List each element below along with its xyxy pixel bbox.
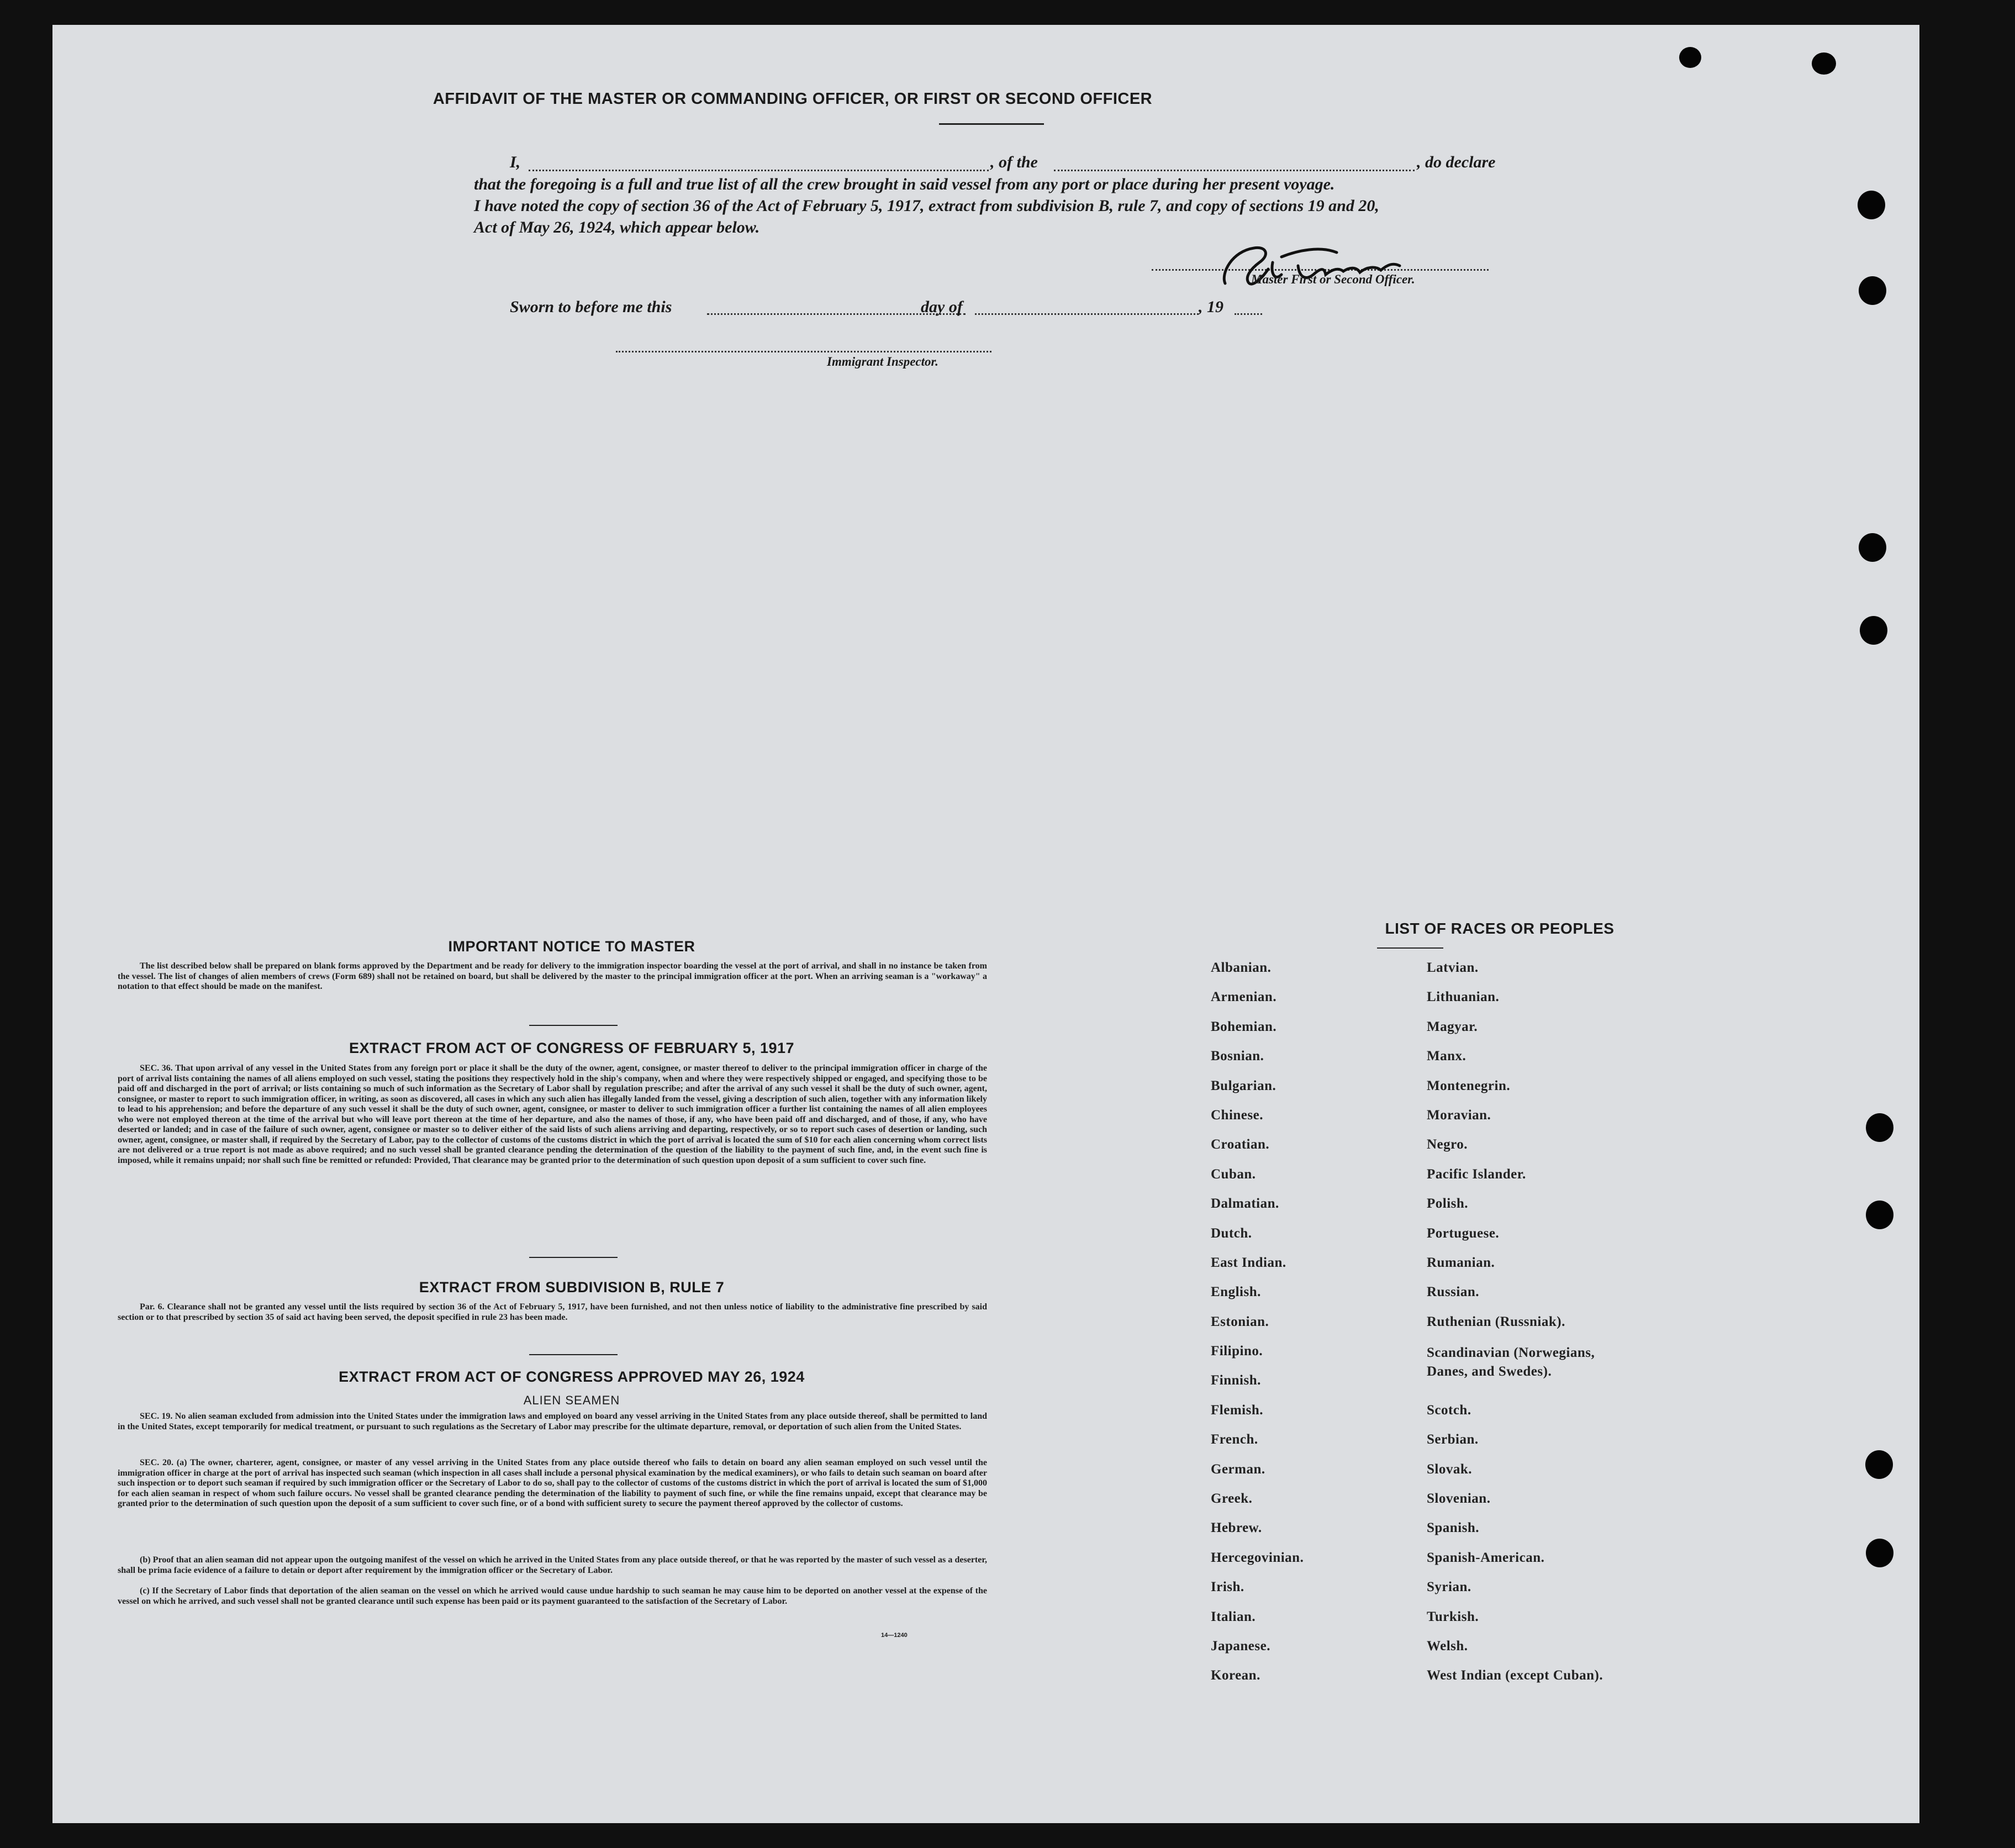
race-item: English. — [1211, 1284, 1261, 1300]
signature-caption: Master First or Second Officer. — [1251, 272, 1415, 286]
affidavit-line-1-mid: , of the — [990, 153, 1038, 171]
notice-title: IMPORTANT NOTICE TO MASTER — [448, 938, 695, 955]
race-item: Magyar. — [1427, 1019, 1478, 1034]
vessel-blank — [1054, 170, 1415, 171]
sworn-year-blank — [1235, 313, 1262, 315]
race-item: Syrian. — [1427, 1580, 1471, 1595]
extract-rule7-title: EXTRACT FROM SUBDIVISION B, RULE 7 — [419, 1279, 725, 1296]
affidavit-line-2: that the foregoing is a full and true list of all the crew brought in said vessel from any port or place during her present voyage. — [474, 175, 1335, 193]
races-divider — [1377, 947, 1443, 949]
race-item: Manx. — [1427, 1049, 1467, 1064]
races-title: LIST OF RACES OR PEOPLES — [1385, 920, 1615, 937]
race-item: Scotch. — [1427, 1402, 1471, 1418]
race-item: Armenian. — [1211, 989, 1277, 1005]
punch-hole — [1679, 47, 1701, 68]
race-item: Dalmatian. — [1211, 1196, 1279, 1212]
extract-1917-title: EXTRACT FROM ACT OF CONGRESS OF FEBRUARY 5, 1917 — [349, 1040, 795, 1056]
extract-rule7-divider — [529, 1354, 618, 1355]
race-item: Latvian. — [1427, 960, 1479, 975]
race-item: Portuguese. — [1427, 1225, 1500, 1241]
affidavit-line-1-start: I, — [510, 153, 521, 171]
punch-hole — [1812, 52, 1836, 75]
race-item: Turkish. — [1427, 1609, 1479, 1624]
race-item: West Indian (except Cuban). — [1427, 1668, 1603, 1683]
race-item: German. — [1211, 1461, 1265, 1477]
sec-20a-text: SEC. 20. (a) The owner, charterer, agent, consignee, or master of any vessel arriving in the United States from any place outside thereof who fails to detain on board any alien seaman employed on such vessel until the immigration officer in charge at the port of arrival has inspected such seaman (which inspection in all cases shall include a personal physical examination by the medical examiners), or who fails to detain such seaman on board after such inspection or to deport such seaman if required by such immigration officer or the Secretary of Labor to do so, shall pay to the collector of customs of the customs district in which the port of arrival is located the sum of $1,000 for each alien seaman in respect of whom such failure occurs. No vessel shall be granted clearance pending the determination of the liability to payment of such fine, or while the fine remains unpaid, except that clearance may be granted prior to the determination of such question upon the deposit of a sum sufficient to cover such fine, or of a bond with sufficient surety to secure the payment thereof approved by the collector of customs. — [118, 1458, 987, 1508]
race-item: Korean. — [1211, 1668, 1260, 1683]
punch-hole — [1866, 1539, 1893, 1567]
master-signature — [1215, 240, 1458, 296]
title-divider — [939, 123, 1044, 125]
race-item: Bohemian. — [1211, 1019, 1277, 1034]
race-item: Lithuanian. — [1427, 989, 1500, 1005]
inspector-caption: Immigrant Inspector. — [827, 355, 938, 368]
race-item: Spanish. — [1427, 1520, 1480, 1536]
race-item: Cuban. — [1211, 1166, 1256, 1182]
affidavit-line-3: I have noted the copy of section 36 of the Act of February 5, 1917, extract from subdivision B, rule 7, and copy of sections 19 and 20, — [474, 197, 1379, 215]
inspector-signature-line — [616, 351, 991, 352]
race-item: Scandinavian (Norwegians, Danes, and Swedes). — [1427, 1345, 1595, 1380]
race-item: Dutch. — [1211, 1225, 1252, 1241]
race-item: Irish. — [1211, 1580, 1244, 1595]
extract-1924-title: EXTRACT FROM ACT OF CONGRESS APPROVED MAY 26, 1924 — [339, 1368, 805, 1385]
race-item: East Indian. — [1211, 1255, 1286, 1270]
race-item: Chinese. — [1211, 1107, 1263, 1123]
alien-seamen-subtitle: ALIEN SEAMEN — [523, 1393, 620, 1407]
race-item: Moravian. — [1427, 1107, 1491, 1123]
races-right-column — [1427, 960, 1603, 1698]
race-item: Albanian. — [1211, 960, 1272, 975]
race-item: Greek. — [1211, 1491, 1253, 1507]
name-blank — [529, 170, 989, 171]
race-item: French. — [1211, 1432, 1258, 1447]
punch-hole — [1859, 276, 1886, 305]
race-item: Flemish. — [1211, 1402, 1263, 1418]
sec-20c-text: (c) If the Secretary of Labor finds that deportation of the alien seaman on the vessel on which he arrived would cause undue hardship to such seaman he may cause him to be deported on another vessel at the expense of the vessel on which he arrived, and such vessel shall not be granted clearance until such expense has been paid or its payment guaranteed to the satisfaction of the Secretary of Labor. — [118, 1586, 987, 1606]
extract-1917-text: SEC. 36. That upon arrival of any vessel in the United States from any foreign port or place it shall be the duty of the owner, agent, consignee, or master thereof to deliver to the principal immigration officer in charge of the port of arrival lists containing the names of all aliens employed on such vessel, stating the positions they respectively hold in the ship's company, when and where they were respectively shipped or engaged, and specifying those to be paid off and discharged in the port of arrival; or lists containing so much of such information as the Secretary of Labor shall by regulation prescribe; and after the arrival of any such vessel it shall be the duty of such owner, agent, consignee, or master to report to such immigration officer, in writing, as soon as discovered, all cases in which any such alien has illegally landed from the vessel, giving a description of such alien, together with any information likely to lead to his apprehension; and before the departure of any such vessel it shall be the duty of such owner, agent, consignee, or master to deliver to such immigration officer a further list containing the names of all alien employees who were not employed thereon at the time of the arrival but who will leave port thereon at the time of her departure, and also the names of those, if any, who have been paid off and discharged, and of those, if any, who have deserted or landed; and in case of the failure of such owner, agent, consignee or master so to deliver either of the said lists of such aliens arriving and departing, respectively, or so to report such cases of desertion or landing, such owner, agent, consignee, or master shall, if required by the Secretary of Labor, pay to the collector of customs of the customs district in which the port of arrival is located the sum of $10 for each alien concerning whom correct lists are not delivered or a true report is not made as above required; and no such vessel shall be granted clearance pending the determination of the question of the liability to the payment of such fine, and, in the event such fine is imposed, while it remains unpaid; nor shall such fine be remitted or refunded: Provided, That clearance may be granted prior to the determination of such question upon deposit of a sum sufficient to cover such fine. — [118, 1063, 987, 1165]
extract-1917-divider — [529, 1257, 618, 1258]
notice-text: The list described below shall be prepared on blank forms approved by the Department and be ready for delivery to the immigration inspector boarding the vessel at the port of arrival, and shall in no instance be taken from the vessel. The list of changes of alien members of crews (Form 689) shall not be retained on board, but shall be delivered by the master to the principal immigration officer at the port. When an arriving seaman is a "workaway" a notation to that effect should be made on the manifest. — [118, 961, 987, 991]
race-item: Japanese. — [1211, 1638, 1270, 1654]
races-left-column — [1211, 960, 1304, 1698]
race-item: Hebrew. — [1211, 1520, 1262, 1536]
form-page — [52, 25, 1919, 1823]
race-item: Slovenian. — [1427, 1491, 1491, 1507]
sworn-day-label: day of — [921, 298, 963, 316]
race-item: Slovak. — [1427, 1461, 1473, 1477]
punch-hole — [1866, 1201, 1893, 1229]
race-item: Finnish. — [1211, 1373, 1261, 1388]
race-item: Welsh. — [1427, 1639, 1468, 1654]
race-item: Polish. — [1427, 1196, 1469, 1212]
race-item: Pacific Islander. — [1427, 1166, 1526, 1182]
affidavit-title: AFFIDAVIT OF THE MASTER OR COMMANDING OFFICER, OR FIRST OR SECOND OFFICER — [432, 90, 1153, 108]
affidavit-line-4: Act of May 26, 1924, which appear below. — [474, 218, 760, 236]
race-item: Croatian. — [1211, 1137, 1270, 1152]
race-item: Russian. — [1427, 1284, 1480, 1300]
race-item: Estonian. — [1211, 1314, 1269, 1329]
sworn-text: Sworn to before me this — [510, 298, 672, 316]
race-item: Ruthenian (Russniak). — [1427, 1314, 1565, 1329]
race-item: Italian. — [1211, 1609, 1256, 1624]
punch-hole — [1866, 1113, 1893, 1142]
race-item: Bosnian. — [1211, 1049, 1264, 1064]
race-item: Spanish-American. — [1427, 1550, 1545, 1565]
race-item: Bulgarian. — [1211, 1078, 1276, 1093]
sworn-month-blank — [975, 313, 1199, 315]
punch-hole — [1858, 191, 1885, 219]
race-item: Filipino. — [1211, 1344, 1263, 1359]
extract-rule7-text: Par. 6. Clearance shall not be granted any vessel until the lists required by section 36 of the Act of February 5, 1917, have been furnished, and not then unless notice of liability to the administrative fine prescribed by said section or to that prescribed by section 35 of said act having been served, the deposit specified in rule 23 has been made. — [118, 1302, 987, 1322]
race-item: Hercegovinian. — [1211, 1550, 1304, 1565]
race-item: Negro. — [1427, 1137, 1468, 1152]
sec-19-text: SEC. 19. No alien seaman excluded from admission into the United States under the immigration laws and employed on board any vessel arriving in the United States from any place outside thereof, shall be permitted to land in the United States, except temporarily for medical treatment, or pursuant to such regulations as the Secretary of Labor may prescribe for the ultimate departure, removal, or deportation of such alien from the United States. — [118, 1412, 987, 1431]
punch-hole — [1865, 1450, 1893, 1479]
sec-20b-text: (b) Proof that an alien seaman did not appear upon the outgoing manifest of the vessel on which he arrived in the United States from any place outside thereof, or that he was reported by the master of such vessel as a deserter, shall be prima facie evidence of a failure to detain or deport after requirement by the immigration officer or the Secretary of Labor. — [118, 1555, 987, 1575]
race-item: Montenegrin. — [1427, 1078, 1511, 1093]
form-number: 14—1240 — [881, 1632, 908, 1639]
punch-hole — [1859, 533, 1886, 562]
notice-divider — [529, 1025, 618, 1026]
sworn-year-label: , 19 — [1199, 298, 1223, 316]
race-item: Rumanian. — [1427, 1255, 1495, 1270]
affidavit-line-1-end: , do declare — [1417, 153, 1496, 171]
race-item: Serbian. — [1427, 1432, 1479, 1447]
punch-hole — [1860, 616, 1887, 645]
